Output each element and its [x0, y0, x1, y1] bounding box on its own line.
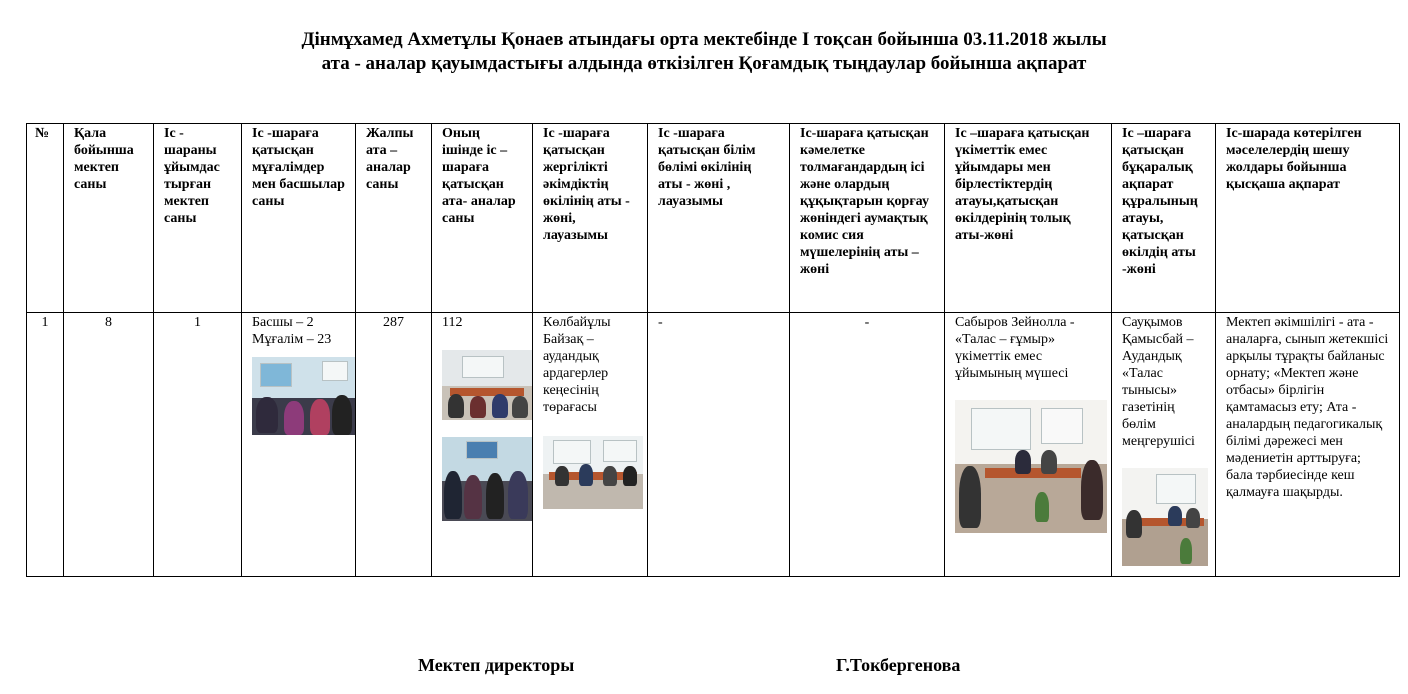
header-summary: Іс-шарада көтерілген мәселелердің шешу жолдары бойынша қысқаша ақпарат — [1216, 124, 1400, 313]
cell-number: 1 — [27, 313, 64, 577]
cell-organizing-schools: 1 — [154, 313, 242, 577]
cell-ngo — [945, 313, 1112, 577]
header-akimat-rep: Іс -шараға қатысқан жергілікті әкімдіктің өкілінің аты - жөні, лауазымы — [533, 124, 648, 313]
cell-total-parents: 287 — [356, 313, 432, 577]
title-line-2: ата - аналар қауымдастығы алдында өткізілген Қоғамдық тыңдаулар бойынша ақпарат — [321, 53, 1087, 74]
meeting-photo-3 — [442, 437, 532, 521]
document-title — [0, 28, 1408, 76]
teachers-heads: Басшы – 2 — [252, 315, 314, 330]
table-row — [27, 313, 1400, 577]
meeting-photo-2 — [442, 350, 532, 420]
header-number: № — [27, 124, 64, 313]
director-name: Г.Токбергенова — [836, 655, 961, 675]
report-table — [26, 123, 1400, 577]
media-text: Сауқымов Қамысбай – Аудандық «Талас тынысы» газетінің бөлім меңгерушісі — [1122, 315, 1195, 449]
ngo-text: Сабыров Зейнолла - «Талас – ғұмыр» үкіметтік емес ұйымының мүшесі — [955, 315, 1075, 381]
header-city-schools: Қала бойынша мектеп саны — [64, 124, 154, 313]
header-media: Іс –шараға қатысқан бұқаралық ақпарат құралының атауы, қатысқан өкілдің аты -жөні — [1112, 124, 1216, 313]
cell-media — [1112, 313, 1216, 577]
header-commission: Іс-шараға қатысқан кәмелетке толмағандардың ісі және олардың құқықтарын қорғау жөніндегі аумақтық комис сия мүшелерінің аты – жөні — [790, 124, 945, 313]
meeting-photo-5 — [955, 400, 1107, 533]
header-teachers: Іс -шараға қатысқан мұғалімдер мен басшылар саны — [242, 124, 356, 313]
cell-attended-parents — [432, 313, 533, 577]
akimat-rep-text: Көлбайұлы Байзақ – аудандық ардагерлер кеңесінің төрағасы — [543, 315, 611, 415]
header-total-parents: Жалпы ата – аналар саны — [356, 124, 432, 313]
header-education-rep: Іс -шараға қатысқан білім бөлімі өкілінің аты - жөні , лауазымы — [648, 124, 790, 313]
header-row — [27, 124, 1400, 313]
cell-akimat-rep — [533, 313, 648, 577]
cell-teachers — [242, 313, 356, 577]
meeting-photo-6 — [1122, 468, 1208, 566]
cell-summary: Мектеп әкімшілігі - ата - аналарға, сынып жетекшісі арқылы тұрақты байланыс орнату; «Мектеп және отбасы» бірлігін қамтамасыз ету; Ата - аналардың педагогикалық білімі дәрежесі мен мәдениетін арттыруға; бала тәрбиесінде кеш қалмауға шақырды. — [1216, 313, 1400, 577]
cell-commission: - — [790, 313, 945, 577]
header-organizing-schools: Іс - шараны ұйымдас тырған мектеп саны — [154, 124, 242, 313]
teachers-count: Мұғалім – 23 — [252, 332, 332, 347]
attended-parents-value: 112 — [442, 315, 463, 330]
cell-city-schools: 8 — [64, 313, 154, 577]
cell-education-rep: - — [648, 313, 790, 577]
meeting-photo-1 — [252, 357, 355, 435]
director-role: Мектеп директоры — [418, 655, 575, 675]
header-attended-parents: Оның ішінде іс –шараға қатысқан ата- аналар саны — [432, 124, 533, 313]
title-line-1: Дінмұхамед Ахметұлы Қонаев атындағы орта мектебінде І тоқсан бойынша 03.11.2018 жылы — [301, 29, 1107, 50]
meeting-photo-4 — [543, 436, 643, 509]
header-ngo: Іс –шараға қатысқан үкіметтік емес ұйымдары мен бірлестіктердің атауы,қатысқан өкілдерінің толық аты-жөні — [945, 124, 1112, 313]
